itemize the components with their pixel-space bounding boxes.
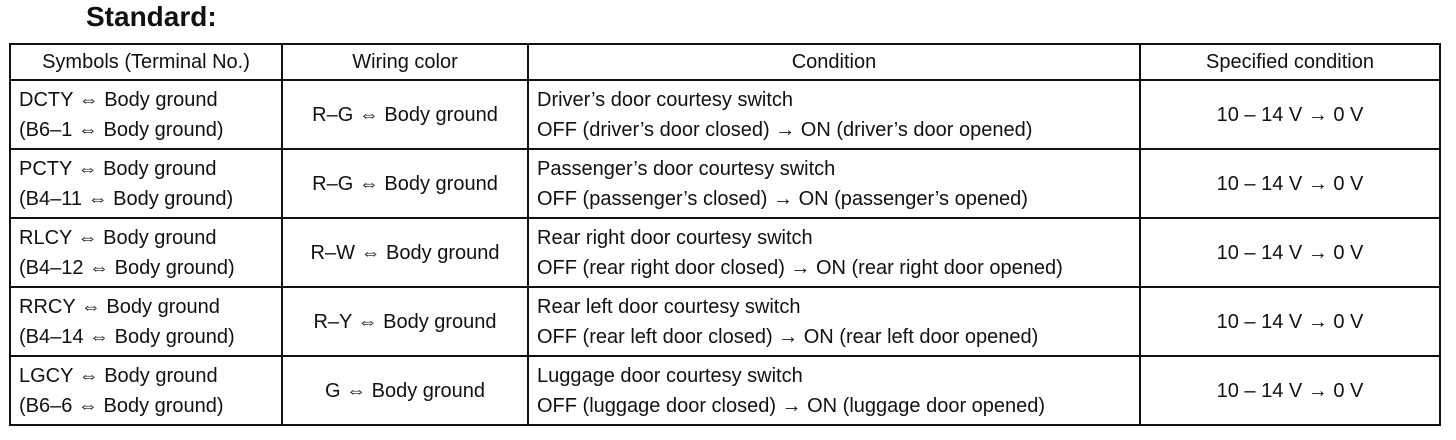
condition-title: Passenger’s door courtesy switch [537,157,836,180]
terminal-text: (B6–6 ⇔ Body ground) [19,394,224,417]
symbol-cell [10,287,282,356]
symbol-cell [10,356,282,425]
condition-cell [528,218,1140,287]
condition-title: Rear right door courtesy switch [537,226,813,249]
wiring-color-cell: R–G ⇔ Body ground [282,80,528,149]
terminal-text: (B4–14 ⇔ Body ground) [19,325,235,348]
condition-detail: OFF (driver’s door closed) → ON (driver’s door opened) [537,118,1033,141]
header-condition: Condition [528,44,1140,80]
symbol-text: LGCY ⇔ Body ground [19,364,218,387]
symbol-cell [10,149,282,218]
table-row [10,356,1440,425]
table-row [10,287,1440,356]
wiring-color-cell: R–G ⇔ Body ground [282,149,528,218]
condition-cell [528,287,1140,356]
terminal-text: (B4–12 ⇔ Body ground) [19,256,235,279]
symbol-text: RRCY ⇔ Body ground [19,295,220,318]
terminal-text: (B4–11 ⇔ Body ground) [19,187,234,210]
header-symbols: Symbols (Terminal No.) [10,44,282,80]
terminal-text: (B6–1 ⇔ Body ground) [19,118,224,141]
condition-detail: OFF (passenger’s closed) → ON (passenger’s opened) [537,187,1028,210]
symbol-text: RLCY ⇔ Body ground [19,226,217,249]
specified-condition-cell: 10 – 14 V → 0 V [1140,149,1440,218]
wiring-color-cell: R–Y ⇔ Body ground [282,287,528,356]
table-header-row [10,44,1440,80]
specified-condition-cell: 10 – 14 V → 0 V [1140,287,1440,356]
condition-cell [528,149,1140,218]
page-title: Standard: [86,1,217,32]
condition-title: Rear left door courtesy switch [537,295,801,318]
table-row [10,218,1440,287]
condition-title: Luggage door courtesy switch [537,364,803,387]
specification-table [9,43,1441,426]
header-specified-condition: Specified condition [1140,44,1440,80]
wiring-color-cell: R–W ⇔ Body ground [282,218,528,287]
symbol-text: DCTY ⇔ Body ground [19,88,218,111]
symbol-text: PCTY ⇔ Body ground [19,157,217,180]
table-row [10,80,1440,149]
specified-condition-cell: 10 – 14 V → 0 V [1140,218,1440,287]
condition-cell [528,356,1140,425]
table-row [10,149,1440,218]
specified-condition-cell: 10 – 14 V → 0 V [1140,356,1440,425]
condition-detail: OFF (rear right door closed) → ON (rear right door opened) [537,256,1063,279]
condition-detail: OFF (luggage door closed) → ON (luggage door opened) [537,394,1046,417]
condition-title: Driver’s door courtesy switch [537,88,794,111]
wiring-color-cell: G ⇔ Body ground [282,356,528,425]
condition-cell [528,80,1140,149]
specified-condition-cell: 10 – 14 V → 0 V [1140,80,1440,149]
symbol-cell [10,80,282,149]
condition-detail: OFF (rear left door closed) → ON (rear left door opened) [537,325,1039,348]
symbol-cell [10,218,282,287]
header-wiring-color: Wiring color [282,44,528,80]
